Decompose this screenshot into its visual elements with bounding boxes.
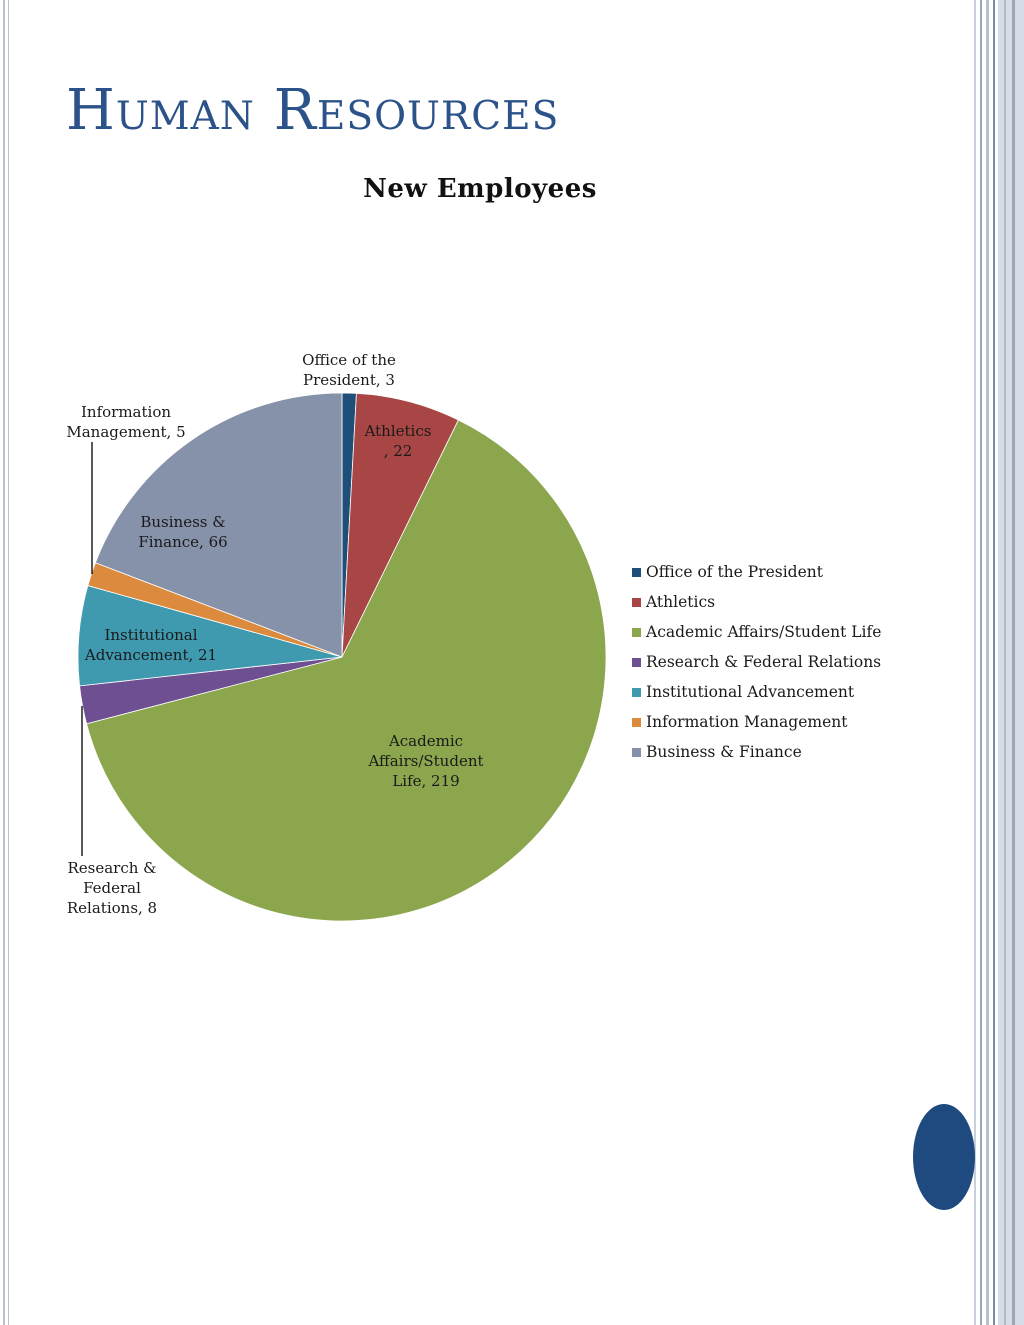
legend-swatch: [632, 568, 641, 577]
data-label-athletics: Athletics , 22: [364, 422, 432, 460]
legend-label: Athletics: [646, 593, 716, 611]
legend-swatch: [632, 718, 641, 727]
legend-label: Information Management: [646, 713, 848, 731]
legend-swatch: [632, 748, 641, 757]
legend-swatch: [632, 688, 641, 697]
data-label-business-finance: Business & Finance, 66: [138, 513, 228, 551]
legend-item-business-finance: [632, 737, 881, 767]
legend-item-information-management: [632, 707, 881, 737]
legend-item-institutional-advancement: [632, 677, 881, 707]
legend-item-athletics: [632, 587, 881, 617]
data-label-institutional-advancement: Institutional Advancement, 21: [84, 626, 218, 664]
legend-label: Academic Affairs/Student Life: [646, 623, 882, 641]
legend-item-office-of-the-president: [632, 557, 881, 587]
data-label-research-federal-relations: Research & Federal Relations, 8: [66, 859, 158, 917]
legend-swatch: [632, 658, 641, 667]
data-label-office-of-the-president: Office of the President, 3: [302, 351, 396, 389]
data-label-academic-affairs-student-life: Academic Affairs/Student Life, 219: [368, 732, 484, 790]
legend-label: Institutional Advancement: [646, 683, 855, 701]
legend-swatch: [632, 628, 641, 637]
legend-swatch: [632, 598, 641, 607]
legend-item-research-federal-relations: [632, 647, 881, 677]
legend-item-academic-affairs-student-life: [632, 617, 881, 647]
page-title: Human Resources: [66, 78, 560, 143]
legend-label: Business & Finance: [646, 743, 802, 761]
page-badge: [913, 1104, 975, 1210]
chart-title: New Employees: [363, 174, 597, 204]
data-label-information-management: Information Management, 5: [66, 403, 186, 441]
chart-legend: [632, 557, 881, 767]
legend-label: Office of the President: [646, 563, 823, 581]
legend-label: Research & Federal Relations: [646, 653, 882, 671]
